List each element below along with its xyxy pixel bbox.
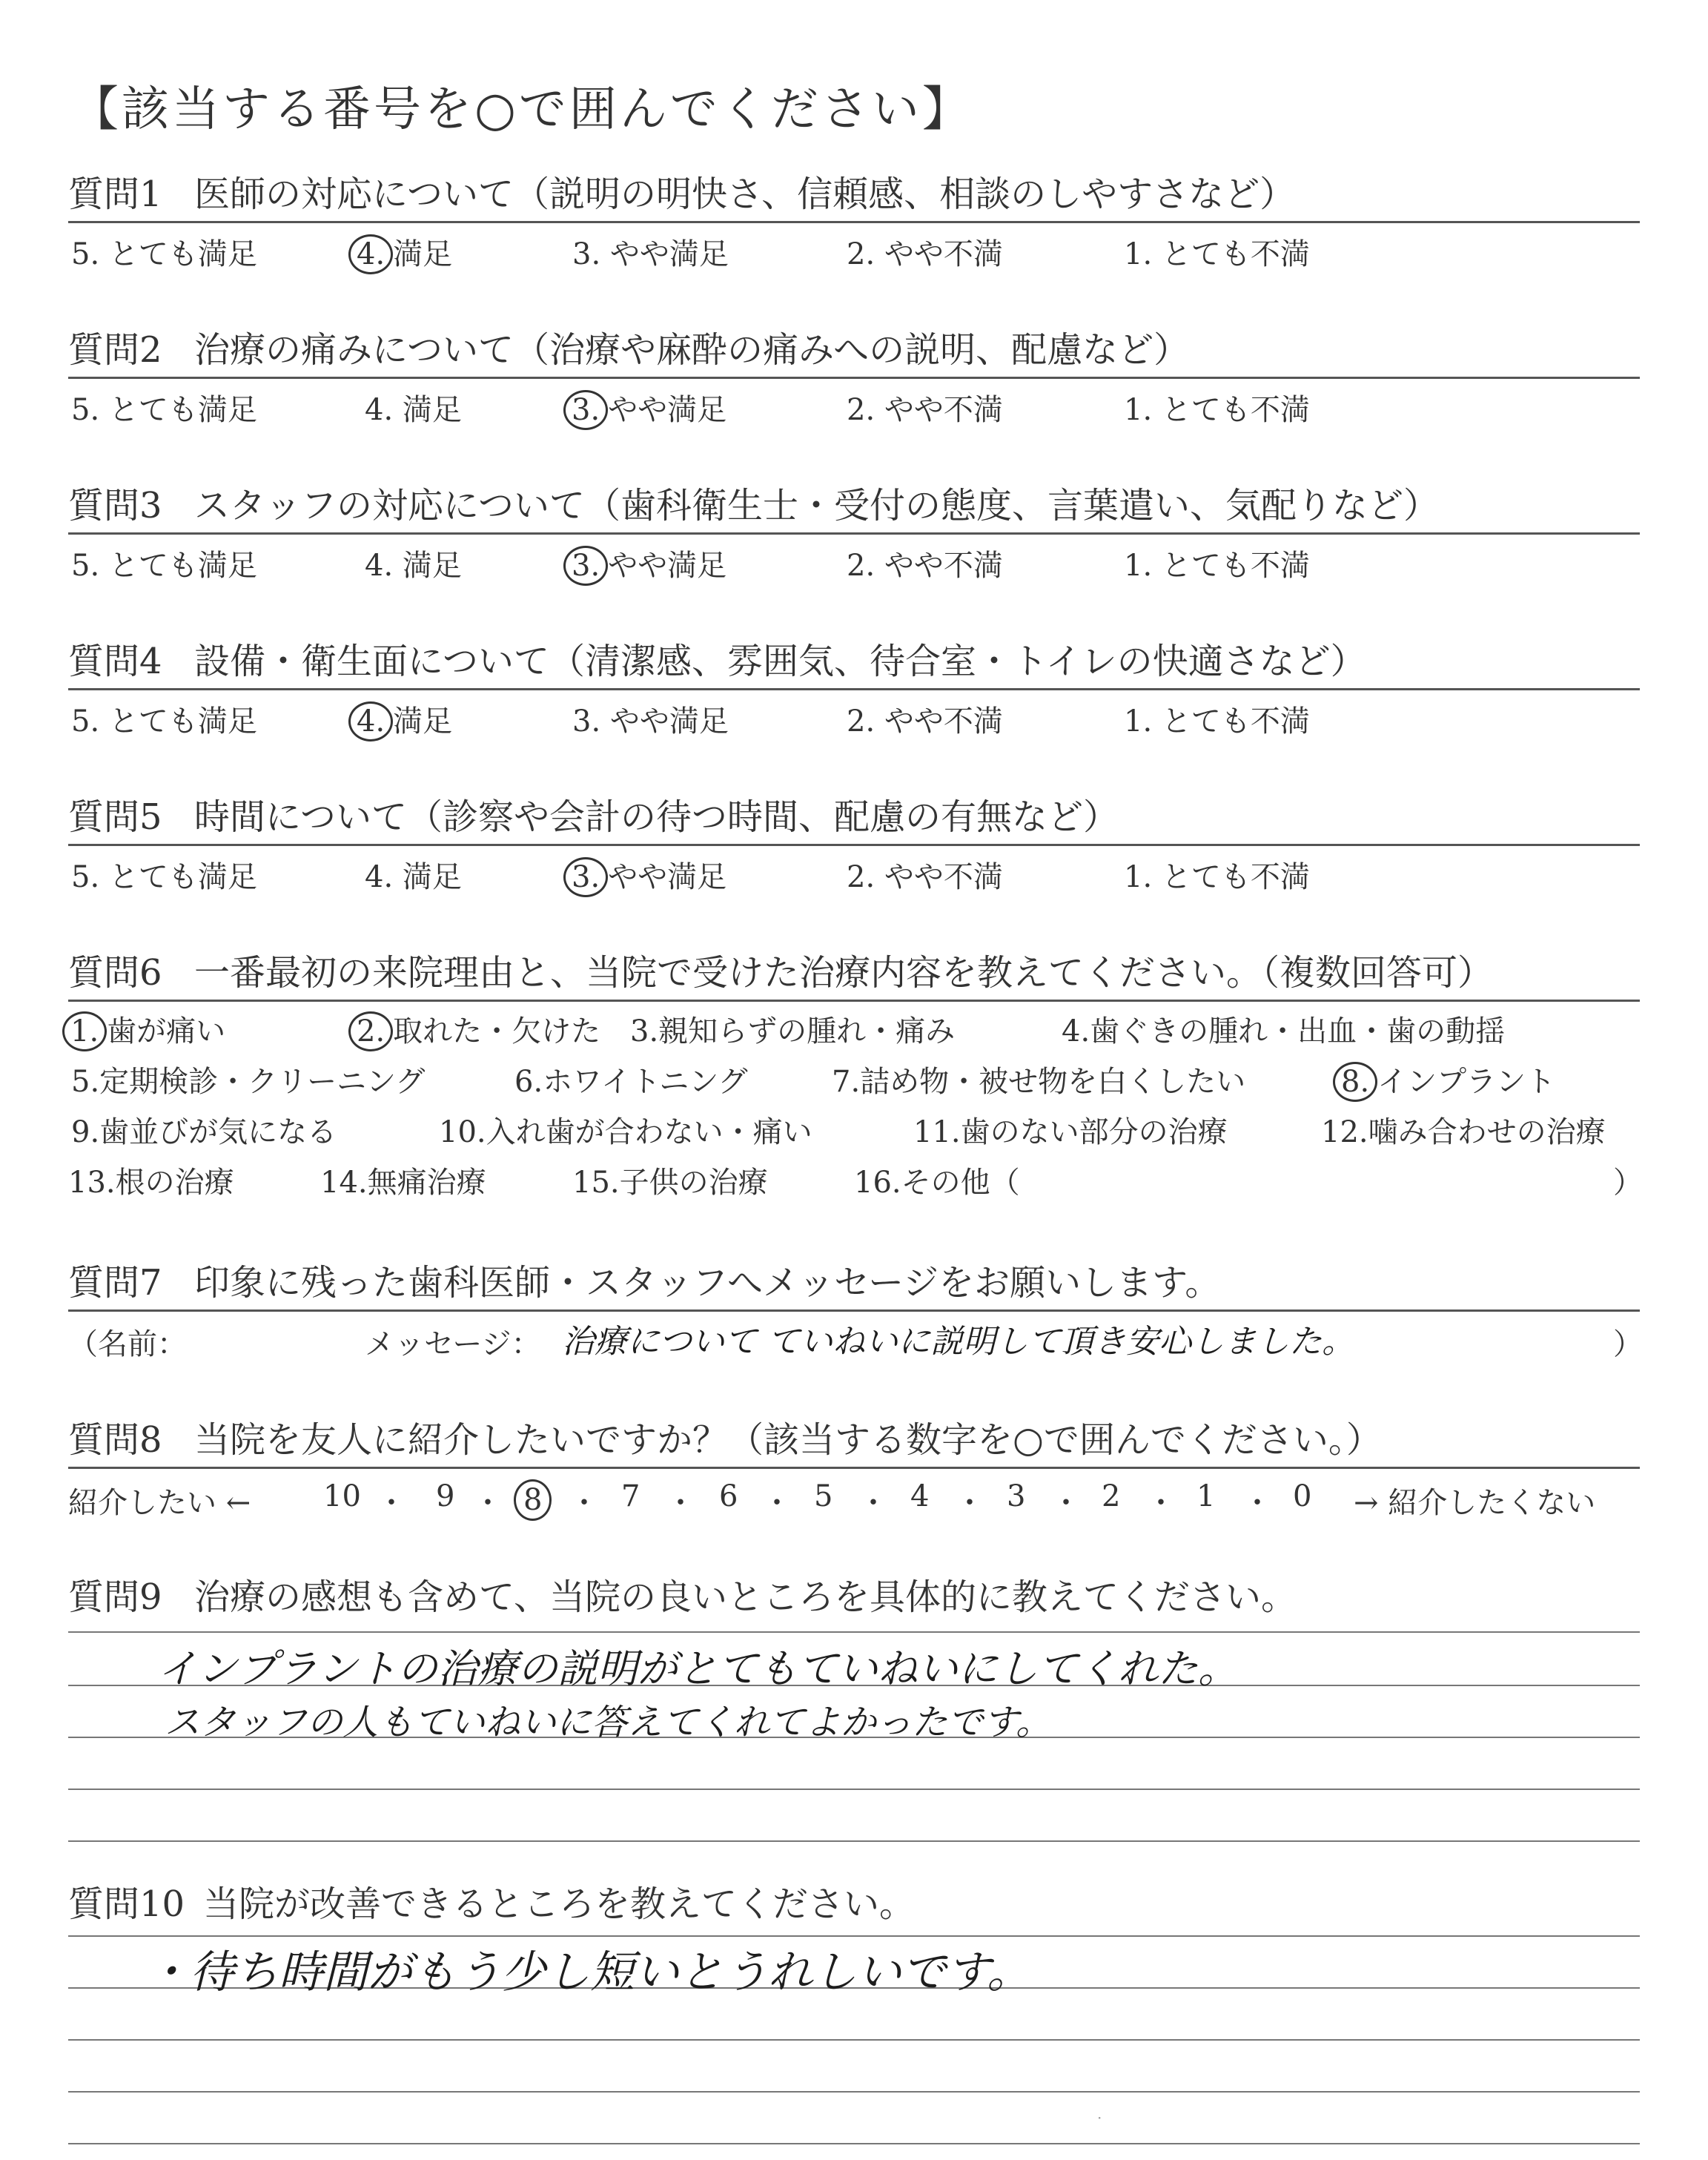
option-3-selected[interactable]: 3. やや満足: [572, 853, 726, 897]
scale-8-selected[interactable]: 8: [514, 1479, 552, 1521]
option-5[interactable]: 5. とても満足: [71, 549, 257, 583]
option-3-selected[interactable]: 3. やや満足: [572, 542, 726, 586]
question-number: 質問2: [68, 329, 162, 371]
instruction-header: 【該当する番号を○で囲んでください】: [71, 82, 973, 137]
ruled-line: [68, 1840, 1640, 1842]
question-3-title: [68, 483, 1640, 535]
option-1[interactable]: 1. とても不満: [1124, 237, 1310, 271]
question-4: [68, 639, 1640, 739]
question-number: 質問1: [68, 174, 162, 215]
question-5-title: [68, 795, 1640, 846]
option-2[interactable]: 2. やや不満: [847, 704, 1003, 739]
question-10: [68, 1882, 1640, 1998]
scale-0[interactable]: 0: [1293, 1479, 1312, 1513]
question-7-title: [68, 1261, 1640, 1312]
satisfaction-options: [68, 223, 1640, 271]
ruled-line: [68, 1789, 1640, 1790]
question-text: 医師の対応について（説明の明快さ、信頼感、相談のしやすさなど）: [194, 174, 1296, 215]
question-text: 当院が改善できるところを教えてください。: [203, 1883, 916, 1925]
other-close-paren: ）: [1613, 1166, 1643, 1200]
satisfaction-options: [68, 846, 1640, 894]
scale-right-label: → 紹介したくない: [1354, 1486, 1596, 1520]
question-2-title: [68, 328, 1640, 379]
option-1[interactable]: 1. とても不満: [1124, 704, 1310, 739]
message-row: [68, 1312, 1643, 1361]
scale-7[interactable]: 7: [621, 1479, 640, 1513]
question-10-title: [68, 1882, 1640, 1931]
scale-6[interactable]: 6: [719, 1479, 738, 1513]
handwritten-answer-line-2: スタッフの人もていねいに答えてくれてよかったです。: [165, 1702, 1052, 1743]
option-5[interactable]: 5. とても満足: [71, 237, 257, 271]
reason-option-9[interactable]: 9.歯並びが気になる: [71, 1115, 337, 1149]
scale-5[interactable]: 5: [814, 1479, 833, 1513]
question-text: 治療の痛みについて（治療や麻酔の痛みへの説明、配慮など）: [194, 329, 1190, 371]
option-2[interactable]: 2. やや不満: [847, 393, 1003, 427]
scale-3[interactable]: 3: [1007, 1479, 1026, 1513]
reason-option-1-selected[interactable]: 1. 歯が痛い: [71, 1008, 225, 1051]
question-6: [68, 951, 1643, 1200]
option-4-selected[interactable]: 4. 満足: [357, 698, 452, 742]
question-8: [68, 1418, 1640, 1521]
question-5: [68, 795, 1640, 894]
question-number: 質問8: [68, 1419, 162, 1461]
scale-4[interactable]: 4: [910, 1479, 930, 1513]
option-5[interactable]: 5. とても満足: [71, 704, 257, 739]
satisfaction-options: [68, 379, 1640, 427]
reason-option-10[interactable]: 10.入れ歯が合わない・痛い: [439, 1115, 812, 1149]
question-number: 質問4: [68, 641, 162, 682]
question-number: 質問9: [68, 1576, 162, 1618]
option-2[interactable]: 2. やや不満: [847, 549, 1003, 583]
option-4[interactable]: 4. 満足: [365, 393, 462, 427]
handwritten-answer-line-1: ・待ち時間がもう少し短いとうれしいです。: [145, 1946, 1032, 1998]
question-text: 時間について（診察や会計の待つ時間、配慮の有無など）: [194, 796, 1119, 838]
ruled-line: [68, 2143, 1640, 2144]
question-2: [68, 328, 1640, 427]
question-text: スタッフの対応について（歯科衛生士・受付の態度、言葉遣い、気配りなど）: [194, 485, 1440, 526]
handwritten-answer-line-1: インプラントの治療の説明がとてもていねいにしてくれた。: [157, 1645, 1238, 1692]
option-4[interactable]: 4. 満足: [365, 549, 462, 583]
reason-option-7[interactable]: 7.詰め物・被せ物を白くしたい: [832, 1065, 1246, 1099]
option-1[interactable]: 1. とても不満: [1124, 860, 1310, 894]
option-3-selected[interactable]: 3. やや満足: [572, 386, 726, 430]
question-9-title: [68, 1575, 1640, 1624]
option-4[interactable]: 4. 満足: [365, 860, 462, 894]
scale-2[interactable]: 2: [1102, 1479, 1121, 1513]
question-number: 質問6: [68, 952, 162, 994]
scale-10[interactable]: 10: [323, 1479, 361, 1513]
question-number: 質問3: [68, 485, 162, 526]
question-8-title: [68, 1418, 1640, 1469]
reason-option-13[interactable]: 13.根の治療: [68, 1166, 234, 1200]
option-3[interactable]: 3. やや満足: [572, 237, 729, 271]
option-2[interactable]: 2. やや不満: [847, 860, 1003, 894]
question-3: [68, 483, 1640, 583]
reason-option-16[interactable]: 16.その他（: [854, 1166, 1020, 1200]
scale-left-label: 紹介したい ←: [68, 1486, 251, 1520]
reason-option-5[interactable]: 5.定期検診・クリーニング: [71, 1065, 426, 1099]
message-close-paren: ）: [1613, 1327, 1643, 1361]
reason-option-14[interactable]: 14.無痛治療: [320, 1166, 486, 1200]
reason-option-3[interactable]: 3.親知らずの腫れ・痛み: [630, 1014, 956, 1048]
option-1[interactable]: 1. とても不満: [1124, 393, 1310, 427]
question-1: [68, 172, 1640, 271]
question-4-title: [68, 639, 1640, 690]
question-number: 質問5: [68, 796, 162, 838]
satisfaction-options: [68, 535, 1640, 583]
question-7: [68, 1261, 1643, 1361]
reason-option-6[interactable]: 6.ホワイトニング: [514, 1065, 748, 1099]
question-1-title: [68, 172, 1640, 223]
name-label: （名前：: [68, 1327, 187, 1361]
scale-1[interactable]: 1: [1196, 1479, 1216, 1513]
question-text: 当院を友人に紹介したいですか？（該当する数字を○で囲んでください。）: [194, 1419, 1382, 1461]
reason-option-4[interactable]: 4.歯ぐきの腫れ・出血・歯の動揺: [1062, 1014, 1506, 1048]
scan-speck: ·: [1097, 2109, 1102, 2127]
reason-option-2-selected[interactable]: 2. 取れた・欠けた: [357, 1008, 600, 1051]
reason-options: [68, 1002, 1643, 1200]
question-number: 質問7: [68, 1262, 162, 1304]
option-3[interactable]: 3. やや満足: [572, 704, 729, 739]
question-number: 質問10: [68, 1883, 185, 1925]
message-handwritten[interactable]: 治療について ていねいに説明して頂き安心しました。: [562, 1323, 1355, 1361]
reason-option-15[interactable]: 15.子供の治療: [572, 1166, 768, 1200]
reason-option-8-selected[interactable]: 8. インプラント: [1342, 1058, 1555, 1102]
recommend-scale: 紹介したい ← 10 ・ 9 ・ 8 ・ 7 ・ 6 ・ 5 ・ 4 ・ 3 ・ 2 ・ 1 ・ 0 → 紹介したくない: [68, 1479, 1596, 1520]
question-text: 印象に残った歯科医師・スタッフへメッセージをお願いします。: [194, 1262, 1221, 1304]
option-1[interactable]: 1. とても不満: [1124, 549, 1310, 583]
option-2[interactable]: 2. やや不満: [847, 237, 1003, 271]
ruled-line: [68, 1631, 1640, 1633]
question-text: 設備・衛生面について（清潔感、雰囲気、待合室・トイレの快適さなど）: [194, 641, 1366, 682]
ruled-line: [68, 2039, 1640, 2041]
question-text: 治療の感想も含めて、当院の良いところを具体的に教えてください。: [194, 1576, 1297, 1618]
reason-option-11[interactable]: 11.歯のない部分の治療: [913, 1115, 1228, 1149]
message-label: メッセージ：: [365, 1327, 541, 1361]
question-6-title: [68, 951, 1640, 1002]
satisfaction-options: [68, 690, 1640, 739]
scale-9[interactable]: 9: [436, 1479, 455, 1513]
ruled-line: [68, 2091, 1640, 2093]
question-9: [68, 1575, 1640, 1743]
option-4-selected[interactable]: 4. 満足: [357, 231, 452, 274]
option-5[interactable]: 5. とても満足: [71, 860, 257, 894]
question-text: 一番最初の来院理由と、当院で受けた治療内容を教えてください。（複数回答可）: [194, 952, 1494, 994]
reason-option-12[interactable]: 12.噛み合わせの治療: [1321, 1115, 1606, 1149]
option-5[interactable]: 5. とても満足: [71, 393, 257, 427]
